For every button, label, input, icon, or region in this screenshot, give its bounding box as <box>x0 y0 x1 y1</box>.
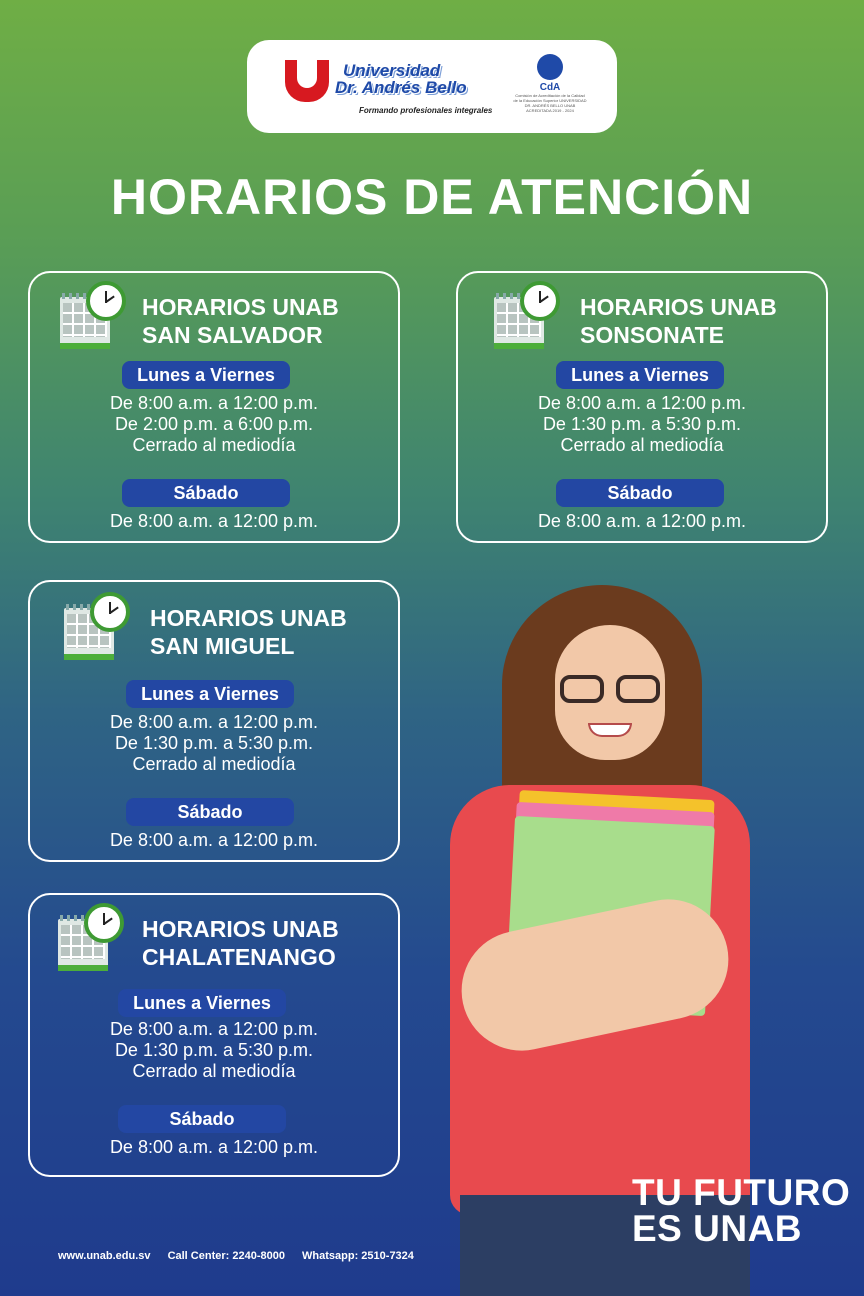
weekday-hours <box>30 393 398 456</box>
weekday-hours-line1: De 8:00 a.m. a 12:00 p.m. <box>109 712 319 732</box>
midday-closed-note: Cerrado al mediodía <box>132 1061 296 1081</box>
weekday-hours <box>30 712 398 775</box>
weekday-label: Lunes a Viernes <box>556 361 724 389</box>
schedule-card-sonsonate <box>456 271 828 543</box>
card-title <box>150 604 347 660</box>
weekday-hours-line1: De 8:00 a.m. a 12:00 p.m. <box>109 1019 319 1039</box>
midday-closed-note: Cerrado al mediodía <box>560 435 724 455</box>
card-title <box>142 915 339 971</box>
weekday-hours-line2: De 2:00 p.m. a 6:00 p.m. <box>114 414 314 434</box>
slogan <box>632 1172 851 1249</box>
slogan-line2: ES UNAB <box>632 1208 803 1249</box>
accreditation-seal <box>513 54 587 113</box>
midday-closed-note: Cerrado al mediodía <box>132 435 296 455</box>
university-name <box>335 62 467 96</box>
card-title-line1: HORARIOS UNAB <box>150 605 347 631</box>
call-center-number: Call Center: 2240-8000 <box>167 1250 285 1262</box>
card-title-line2: SONSONATE <box>580 322 724 348</box>
slogan-line1: TU FUTURO <box>632 1172 851 1213</box>
card-title-line1: HORARIOS UNAB <box>142 916 339 942</box>
accreditation-text: Comisión de Acreditación de la Calidad de la Educación Superior UNIVERSIDAD DR. ANDRÉS BELLO UNAB ACREDITADA 2019 - 2024 <box>513 93 587 113</box>
card-title-line2: SAN MIGUEL <box>150 633 295 659</box>
university-name-line2: Dr. Andrés Bello <box>335 78 467 97</box>
saturday-label: Sábado <box>118 1105 286 1133</box>
card-title-line2: CHALATENANGO <box>142 944 336 970</box>
card-title <box>580 293 777 349</box>
saturday-hours: De 8:00 a.m. a 12:00 p.m. <box>109 511 319 531</box>
midday-closed-note: Cerrado al mediodía <box>132 754 296 774</box>
website-link[interactable]: www.unab.edu.sv <box>58 1250 151 1262</box>
page-title: HORARIOS DE ATENCIÓN <box>110 169 754 225</box>
weekday-hours-line2: De 1:30 p.m. a 5:30 p.m. <box>114 1040 314 1060</box>
weekday-hours-line2: De 1:30 p.m. a 5:30 p.m. <box>114 733 314 753</box>
accreditation-badge-icon <box>537 54 563 80</box>
weekday-hours <box>30 1019 398 1082</box>
accreditation-letters: CdA <box>539 82 561 93</box>
weekday-hours-line1: De 8:00 a.m. a 12:00 p.m. <box>109 393 319 413</box>
university-logo-box <box>247 40 617 133</box>
weekday-hours <box>458 393 826 456</box>
weekday-label: Lunes a Viernes <box>122 361 290 389</box>
saturday-label: Sábado <box>122 479 290 507</box>
weekday-label: Lunes a Viernes <box>126 680 294 708</box>
card-title-line2: SAN SALVADOR <box>142 322 323 348</box>
schedule-card-san-salvador <box>28 271 400 543</box>
calendar-clock-icon <box>64 592 142 662</box>
weekday-label: Lunes a Viernes <box>118 989 286 1017</box>
schedule-card-chalatenango <box>28 893 400 1177</box>
whatsapp-number: Whatsapp: 2510-7324 <box>302 1250 414 1262</box>
saturday-label: Sábado <box>556 479 724 507</box>
footer-contact <box>58 1250 428 1262</box>
schedule-card-san-miguel <box>28 580 400 862</box>
card-title-line1: HORARIOS UNAB <box>142 294 339 320</box>
calendar-clock-icon <box>58 903 136 973</box>
saturday-hours: De 8:00 a.m. a 12:00 p.m. <box>109 830 319 850</box>
calendar-clock-icon <box>60 281 138 351</box>
card-title-line1: HORARIOS UNAB <box>580 294 777 320</box>
weekday-hours-line2: De 1:30 p.m. a 5:30 p.m. <box>542 414 742 434</box>
calendar-clock-icon <box>494 281 572 351</box>
saturday-label: Sábado <box>126 798 294 826</box>
weekday-hours-line1: De 8:00 a.m. a 12:00 p.m. <box>537 393 747 413</box>
saturday-hours: De 8:00 a.m. a 12:00 p.m. <box>537 511 747 531</box>
saturday-hours: De 8:00 a.m. a 12:00 p.m. <box>109 1137 319 1157</box>
unab-emblem-icon <box>285 60 329 102</box>
university-tagline: Formando profesionales integrales <box>359 106 493 115</box>
card-title <box>142 293 339 349</box>
university-name-line1: Universidad <box>343 61 441 80</box>
